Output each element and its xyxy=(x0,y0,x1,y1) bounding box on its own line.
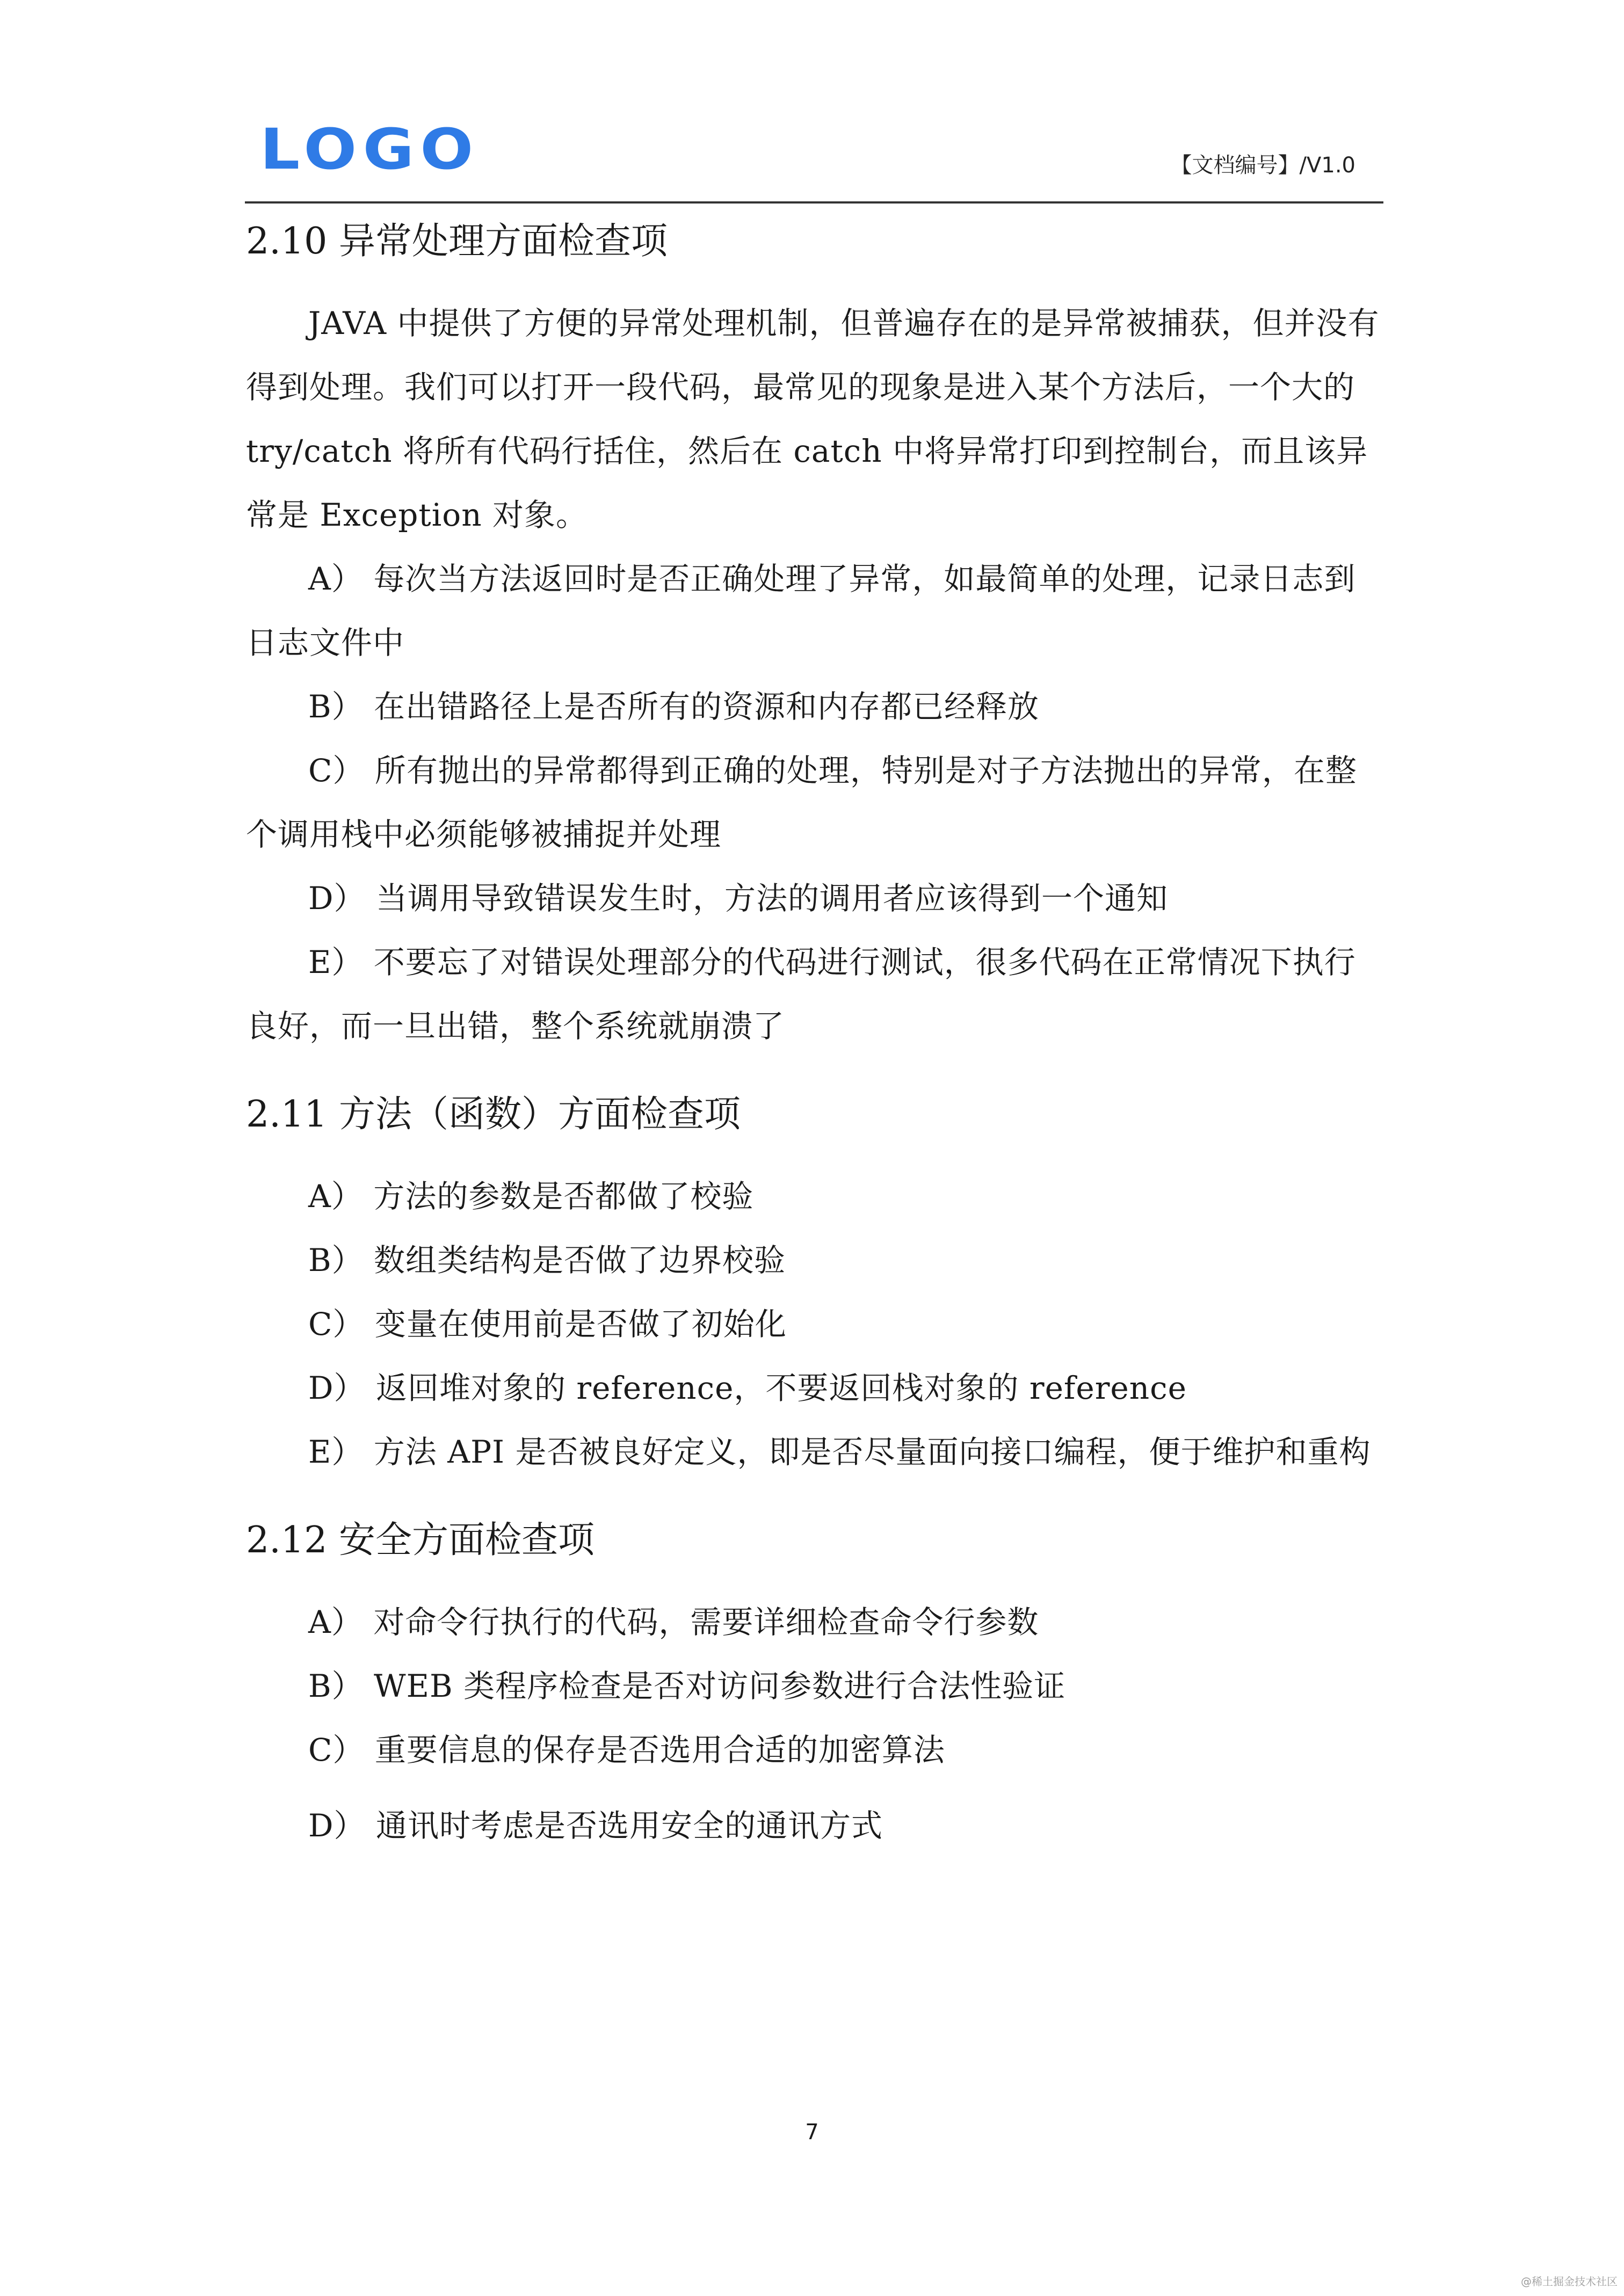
list-item: A） 方法的参数是否都做了校验 xyxy=(308,1178,754,1215)
section-security xyxy=(246,1511,1384,1858)
list-item: B） 数组类结构是否做了边界校验 xyxy=(308,1242,786,1278)
section-title: 2.11 方法（函数）方面检查项 xyxy=(246,1093,741,1136)
page-content xyxy=(246,212,1384,1858)
list-item: C） 重要信息的保存是否选用合适的加密算法 xyxy=(308,1732,945,1768)
list-item: E） 方法 API 是否被良好定义，即是否尽量面向接口编程，便于维护和重构 xyxy=(308,1434,1371,1470)
list-item: D） 当调用导致错误发生时，方法的调用者应该得到一个通知 xyxy=(308,880,1168,917)
header-divider xyxy=(245,201,1383,204)
section-gap xyxy=(246,1484,1384,1511)
list-item: D） 返回堆对象的 reference，不要返回栈对象的 reference xyxy=(308,1370,1187,1406)
page-number: 7 xyxy=(805,2120,819,2145)
list-item: C） 变量在使用前是否做了初始化 xyxy=(308,1306,787,1342)
list-item: E） 不要忘了对错误处理部分的代码进行测试，很多代码在正常情况下执行良好，而一旦出错，整个系统就崩溃了 xyxy=(246,944,1356,1044)
list-item: C） 所有抛出的异常都得到正确的处理，特别是对子方法抛出的异常，在整个调用栈中必须能够被捕捉并处理 xyxy=(246,752,1357,853)
list-item: B） WEB 类程序检查是否对访问参数进行合法性验证 xyxy=(308,1668,1066,1704)
section-gap xyxy=(246,1058,1384,1085)
list-item: B） 在出错路径上是否所有的资源和内存都已经释放 xyxy=(308,688,1040,725)
section-methods xyxy=(246,1085,1384,1484)
list-item: D） 通讯时考虑是否选用安全的通讯方式 xyxy=(308,1807,883,1844)
section-exception-handling xyxy=(246,212,1384,1058)
logo: LOGO xyxy=(260,117,480,182)
list-item: A） 对命令行执行的代码，需要详细检查命令行参数 xyxy=(308,1604,1039,1640)
section-intro: JAVA 中提供了方便的异常处理机制，但普遍存在的是异常被捕获，但并没有得到处理。我们可以打开一段代码，最常见的现象是进入某个方法后，一个大的 try/catch 将所有代码行括住，然后在 catch 中将异常打印到控制台，而且该异常是 Exception 对象。 xyxy=(246,305,1380,533)
list-item: A） 每次当方法返回时是否正确处理了异常，如最简单的处理，记录日志到日志文件中 xyxy=(246,561,1356,661)
checklist xyxy=(246,1590,1384,1858)
watermark: @稀土掘金技术社区 xyxy=(1521,2275,1618,2288)
checklist xyxy=(246,1165,1384,1484)
section-title: 2.10 异常处理方面检查项 xyxy=(246,220,668,263)
section-title: 2.12 安全方面检查项 xyxy=(246,1519,595,1561)
checklist xyxy=(246,547,1384,1058)
document-number: 【文档编号】/V1.0 xyxy=(1170,153,1355,178)
